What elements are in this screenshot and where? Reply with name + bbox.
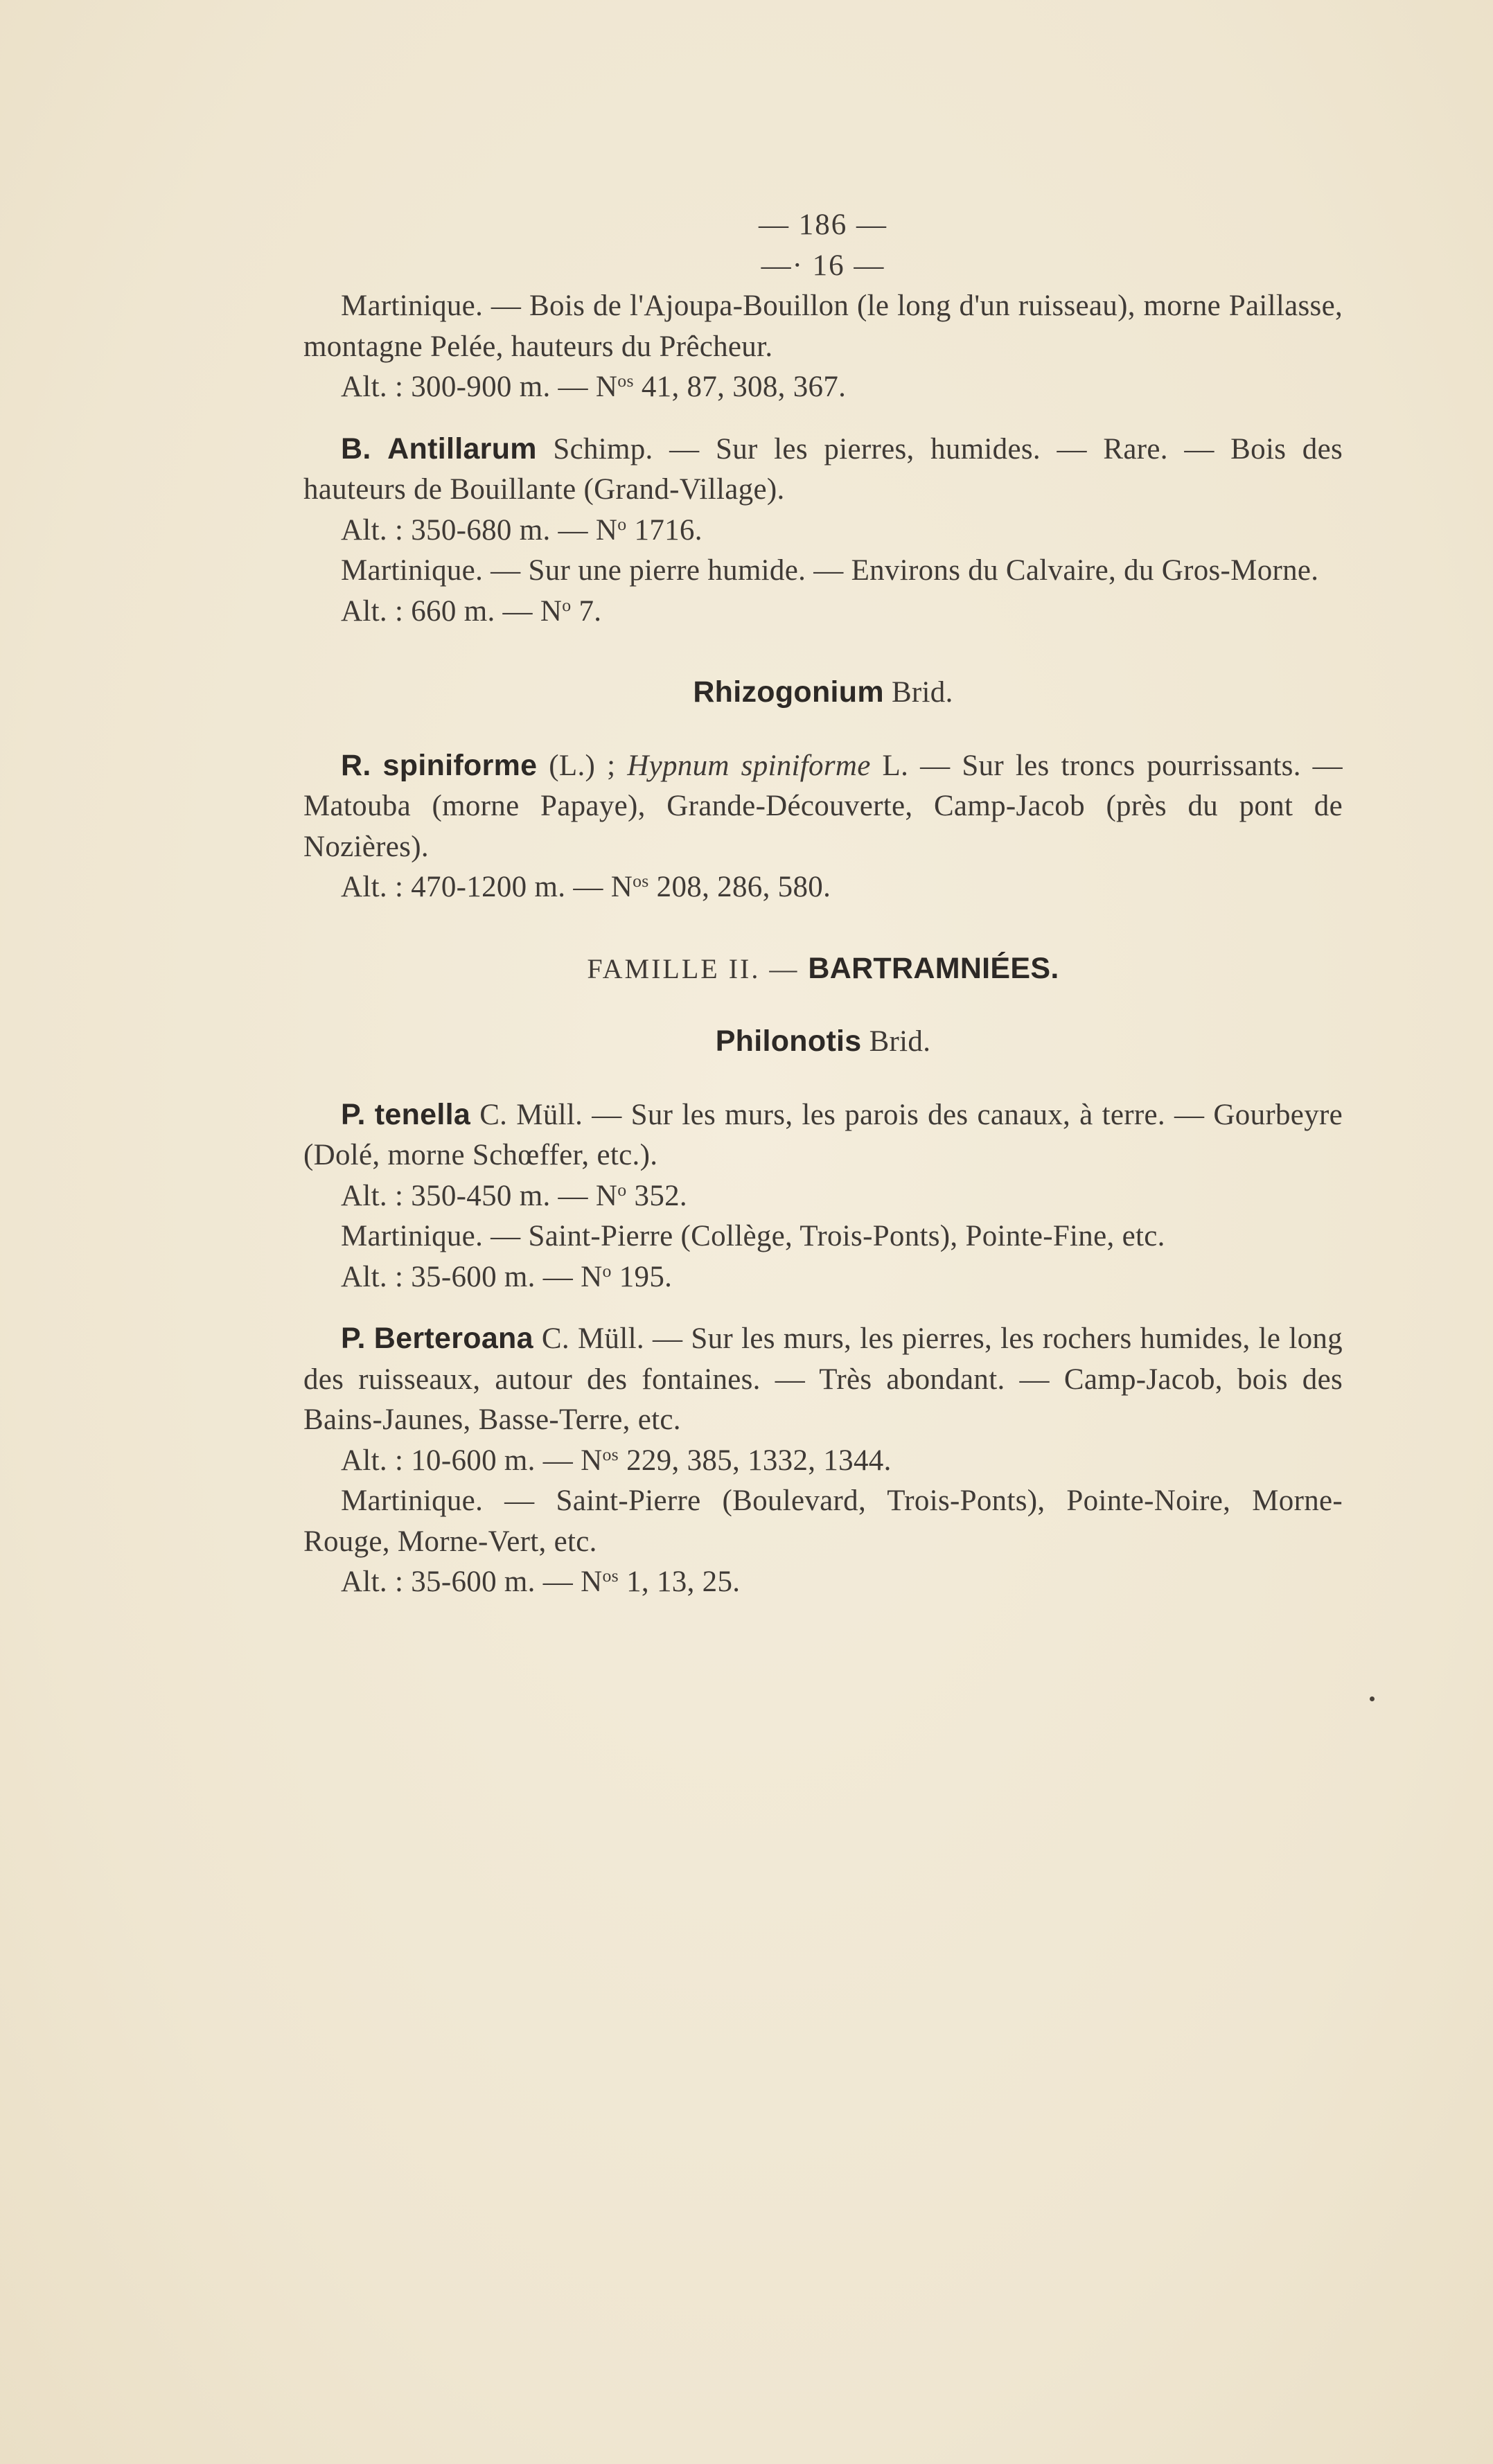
genus-heading-philonotis: Philonotis Brid. <box>715 1025 931 1058</box>
tenella-altitude: Alt. : 350-450 m. — $N^o$ 352. <box>341 1179 687 1212</box>
tenella-altitude-martinique: Alt. : 35-600 m. — $N^o$ 195. <box>341 1260 673 1293</box>
species-b-antillarum: B. Antillarum Schimp. — Sur les pierres, humides. — Rare. — Bois des hauteurs de Bouillante (Grand-Village). <box>303 432 1343 506</box>
intro-altitude: Alt. : 300-900 m. — $N^{os}$ 41, 87, 308, 367. <box>341 370 847 403</box>
species-p-berteroana: P. Berteroana C. Müll. — Sur les murs, les pierres, les rochers humides, le long des ruisseaux, autour des fontaines. — Très abondant. — Camp-Jacob, bois des Bains-Jaunes, Basse-Terre, etc. <box>303 1322 1343 1436</box>
berteroana-altitude-martinique: Alt. : 35-600 m. — $N^{os}$ 1, 13, 25. <box>341 1565 741 1598</box>
species-letter: P. <box>341 1322 366 1355</box>
ink-speck <box>1370 1696 1375 1701</box>
genus-heading-rhizogonium: Rhizogonium Brid. <box>693 675 953 709</box>
berteroana-martinique: Martinique. — Saint-Pierre (Boulevard, Trois-Ponts), Pointe-Noire, Morne-Rouge, Morne-Vert, etc. <box>303 1484 1343 1558</box>
page-number-original: —· 16 — <box>761 249 885 282</box>
antillarum-martinique: Martinique. — Sur une pierre humide. — Environs du Calvaire, du Gros-Morne. <box>341 554 1319 587</box>
synonym: Hypnum spiniforme <box>627 749 871 782</box>
page-number-print: — 186 — <box>759 209 887 241</box>
family-heading: FAMILLE II. — BARTRAMNIÉES. <box>587 951 1059 985</box>
intro-paragraph: Martinique. — Bois de l'Ajoupa-Bouillon (le long d'un ruisseau), morne Paillasse, montagne Pelée, hauteurs du Prêcheur. <box>303 290 1343 363</box>
species-name: spiniforme <box>382 748 538 782</box>
species-r-spiniforme: R. spiniforme (L.) ; Hypnum spiniforme L. — Sur les troncs pourrissants. — Matouba (morne Papaye), Grande-Découverte, Camp-Jacob (près du pont de Nozières). <box>303 748 1343 863</box>
species-letter: R. <box>341 748 371 782</box>
species-p-tenella: P. tenella C. Müll. — Sur les murs, les parois des canaux, à terre. — Gourbeyre (Dolé, morne Schœffer, etc.). <box>303 1097 1343 1171</box>
species-letter: B. <box>341 432 371 466</box>
species-letter: P. <box>341 1097 366 1131</box>
page-text <box>303 205 1343 1603</box>
species-name: Berteroana <box>373 1322 533 1355</box>
antillarum-altitude-martinique: Alt. : 660 m. — $N^o$ 7. <box>341 594 602 628</box>
species-name: Antillarum <box>387 432 537 466</box>
tenella-martinique: Martinique. — Saint-Pierre (Collège, Trois-Ponts), Pointe-Fine, etc. <box>341 1220 1165 1252</box>
berteroana-altitude: Alt. : 10-600 m. — $N^{os}$ 229, 385, 1332, 1344. <box>341 1444 892 1477</box>
antillarum-altitude: Alt. : 350-680 m. — $N^o$ 1716. <box>341 513 703 547</box>
spiniforme-altitude: Alt. : 470-1200 m. — $N^{os}$ 208, 286, 580. <box>341 870 831 903</box>
species-name: tenella <box>374 1097 471 1131</box>
